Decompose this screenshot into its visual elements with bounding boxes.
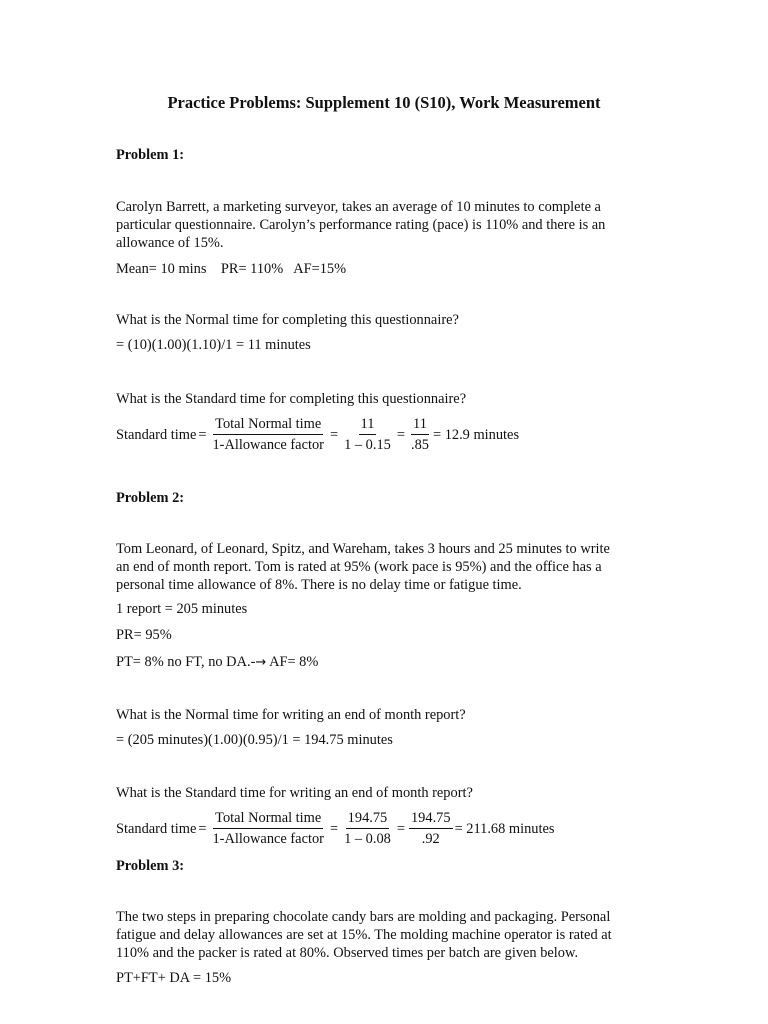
- problem-2-standard-question: What is the Standard time for writing an end of month report?: [116, 785, 473, 801]
- problem-2-given-allowance: [116, 654, 318, 671]
- fraction-denominator: .92: [421, 831, 440, 847]
- problem-1-normal-answer: = (10)(1.00)(1.10)/1 = 11 minutes: [116, 337, 311, 353]
- fraction-numerator: 11: [411, 416, 429, 435]
- equals-sign: =: [198, 426, 207, 443]
- problem-3-given: PT+FT+ DA = 15%: [116, 970, 232, 986]
- fraction-substituted: [342, 416, 393, 454]
- equation-lhs: Standard time: [116, 426, 197, 443]
- problem-3-heading: Problem 3:: [116, 858, 185, 874]
- fraction-substituted: [342, 810, 393, 848]
- equals-sign: =: [329, 820, 339, 837]
- paragraph-line: Tom Leonard, of Leonard, Spitz, and Wareham, takes 3 hours and 25 minutes to write: [116, 541, 610, 557]
- problem-2-heading: Problem 2:: [116, 490, 185, 506]
- equals-sign: =: [329, 426, 339, 443]
- paragraph-line: an end of month report. Tom is rated at 95% (work pace is 95%) and the office has a: [116, 559, 602, 576]
- fraction-formula: [210, 416, 325, 454]
- equation-result: = 12.9 minutes: [432, 426, 520, 443]
- fraction-denominator: .85: [410, 437, 429, 453]
- allowance-result: AF= 8%: [266, 654, 319, 670]
- problem-2-paragraph: [116, 540, 656, 595]
- fraction-denominator: 1-Allowance factor: [212, 437, 324, 453]
- equals-sign: =: [396, 426, 405, 443]
- paragraph-line: fatigue and delay allowances are set at 15%. The molding machine operator is rated at: [116, 927, 612, 944]
- fraction-numerator: 194.75: [346, 810, 390, 829]
- fraction-numerator: Total Normal time: [213, 810, 323, 829]
- fraction-numerator: Total Normal time: [213, 416, 323, 435]
- problem-3-paragraph: [116, 908, 656, 963]
- paragraph-line: Carolyn Barrett, a marketing surveyor, takes an average of 10 minutes to complete a: [116, 199, 601, 215]
- fraction-numerator: 11: [359, 416, 377, 435]
- problem-1-normal-question: What is the Normal time for completing this questionnaire?: [116, 312, 459, 328]
- fraction-numerator: 194.75: [409, 810, 453, 829]
- paragraph-line: personal time allowance of 8%. There is no delay time or fatigue time.: [116, 577, 522, 594]
- arrow-right-icon: →: [255, 655, 267, 670]
- equals-sign: =: [396, 820, 405, 837]
- problem-2-standard-equation: [116, 810, 554, 848]
- equation-result: = 211.68 minutes: [454, 820, 555, 837]
- paragraph-line: particular questionnaire. Carolyn’s performance rating (pace) is 110% and there is an: [116, 217, 606, 234]
- problem-2-given-report: 1 report = 205 minutes: [116, 601, 248, 617]
- fraction-simplified: [409, 416, 431, 454]
- problem-1-standard-question: What is the Standard time for completing this questionnaire?: [116, 391, 467, 407]
- fraction-simplified: [409, 810, 453, 848]
- problem-2-normal-answer: = (205 minutes)(1.00)(0.95)/1 = 194.75 minutes: [116, 732, 393, 748]
- problem-1-standard-equation: [116, 416, 519, 454]
- document-title: Practice Problems: Supplement 10 (S10), Work Measurement: [167, 93, 601, 112]
- equation-lhs: Standard time: [116, 820, 197, 837]
- fraction-denominator: 1 – 0.08: [344, 831, 391, 847]
- problem-1-given: Mean= 10 mins PR= 110% AF=15%: [116, 261, 347, 277]
- fraction-formula: [210, 810, 325, 848]
- problem-2-given-rating: PR= 95%: [116, 627, 172, 643]
- fraction-denominator: 1 – 0.15: [344, 437, 391, 453]
- paragraph-line: allowance of 15%.: [116, 235, 224, 252]
- paragraph-line: 110% and the packer is rated at 80%. Observed times per batch are given below.: [116, 945, 579, 962]
- problem-2-normal-question: What is the Normal time for writing an end of month report?: [116, 707, 466, 723]
- allowance-text: PT= 8% no FT, no DA.-: [116, 654, 256, 670]
- problem-1-heading: Problem 1:: [116, 147, 185, 163]
- equals-sign: =: [198, 820, 207, 837]
- paragraph-line: The two steps in preparing chocolate candy bars are molding and packaging. Personal: [116, 909, 611, 925]
- fraction-denominator: 1-Allowance factor: [212, 831, 324, 847]
- problem-1-paragraph: [116, 198, 656, 253]
